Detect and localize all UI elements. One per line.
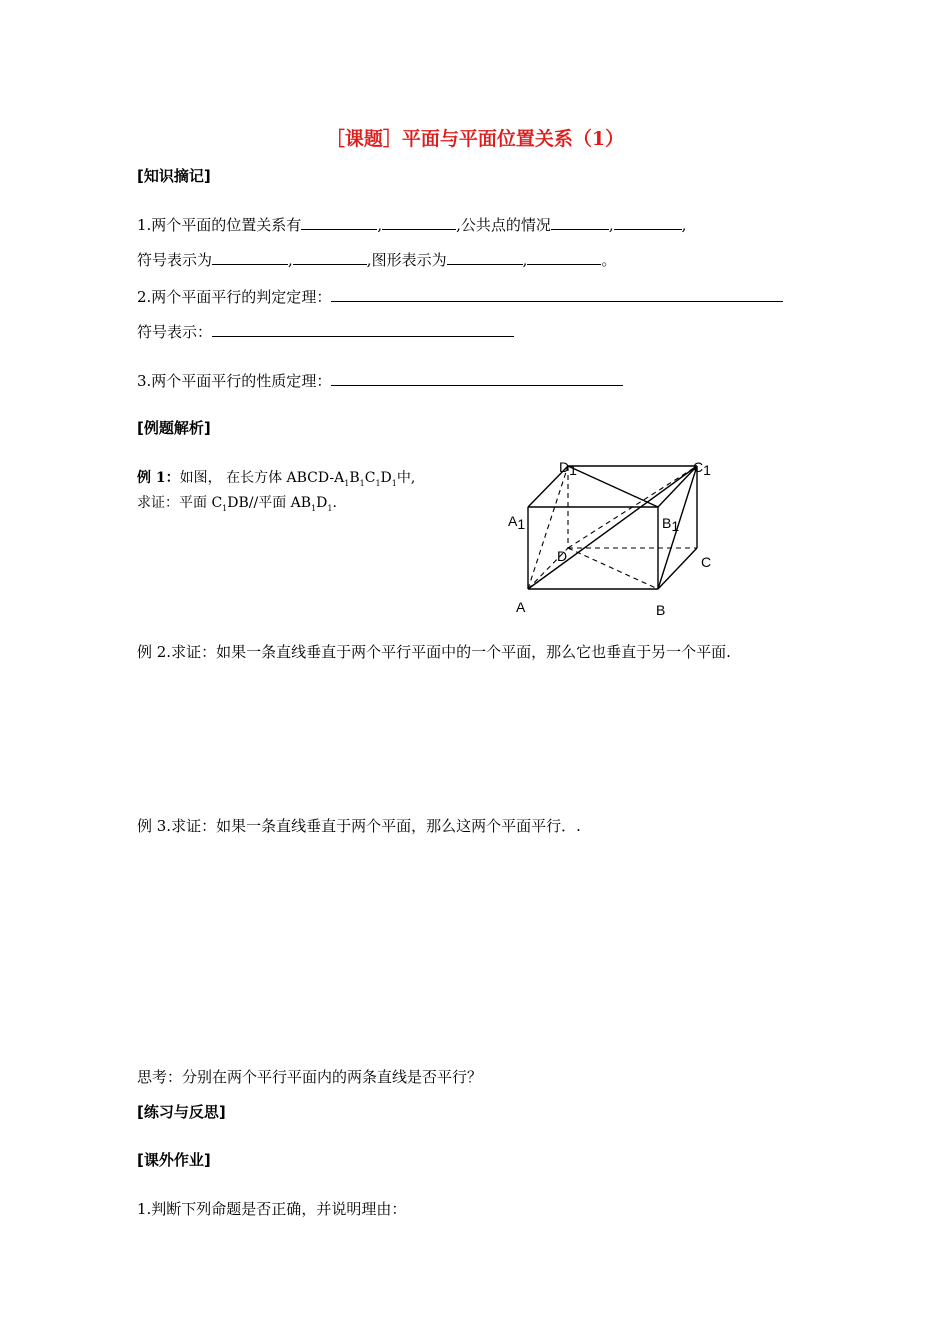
diagonal-D1B1	[568, 466, 658, 507]
answer-blank[interactable]	[331, 287, 783, 302]
knowledge-q3	[137, 370, 623, 391]
q1-text-b: ,公共点的情况	[456, 216, 551, 234]
q2-text: 2.两个平面平行的判定定理：	[137, 288, 332, 306]
think-question: 思考：分别在两个平行平面内的两条直线是否平行？	[137, 1068, 483, 1086]
example3-text: 例 3.求证：如果一条直线垂直于两个平面，那么这两个平面平行．.	[137, 817, 581, 835]
subscript: 1	[344, 478, 350, 488]
label-A1: A1	[508, 513, 526, 532]
section-homework: [课外作业]	[137, 1151, 211, 1169]
cuboid-figure	[495, 452, 725, 622]
example1-text: B	[349, 470, 360, 486]
example1-text: 求证：平面 C	[137, 495, 223, 511]
label-C: C	[701, 554, 712, 570]
q3-text: 3.两个平面平行的性质定理：	[137, 372, 332, 390]
example1-text: C	[364, 470, 376, 486]
separator: ,	[377, 216, 383, 234]
answer-blank[interactable]	[527, 250, 601, 265]
label-B1: B1	[662, 515, 680, 534]
q1-figure-label: ,图形表示为	[366, 251, 447, 269]
answer-blank[interactable]	[293, 250, 367, 265]
separator: 。	[601, 251, 617, 269]
example1-text: 如图， 在长方体 ABCD-A	[179, 470, 345, 486]
subscript: 1	[375, 478, 381, 488]
label-D: D	[557, 548, 568, 564]
example1-label: 例 1：	[137, 470, 180, 486]
q1-symbol-label: 符号表示为	[137, 251, 213, 269]
separator: ,	[681, 216, 687, 234]
label-C1: C1	[693, 459, 711, 478]
example1-text: DB//平面 AB	[227, 495, 312, 511]
answer-blank[interactable]	[614, 215, 682, 230]
example2-text: 例 2.求证：如果一条直线垂直于两个平行平面中的一个平面，那么它也垂直于另一个平面.	[137, 643, 731, 661]
subscript: 1	[222, 503, 228, 513]
separator: ,	[608, 216, 614, 234]
example1-text: D	[316, 495, 328, 511]
subscript: 1	[391, 478, 397, 488]
example1-text: 中,	[396, 470, 416, 486]
answer-blank[interactable]	[382, 215, 456, 230]
example1-line2	[137, 492, 337, 513]
example1-text: D	[380, 470, 392, 486]
section-examples: [例题解析]	[137, 419, 211, 437]
separator: ,	[522, 251, 528, 269]
example1-line1	[137, 467, 415, 488]
subscript: 1	[327, 503, 333, 513]
q1-text-a: 1.两个平面的位置关系有	[137, 216, 302, 234]
hidden-diagonal-DB	[568, 548, 658, 589]
knowledge-q1-line2	[137, 249, 616, 270]
knowledge-q2-symbol	[137, 321, 514, 342]
separator: ,	[288, 251, 293, 269]
q2-symbol-text: 符号表示：	[137, 323, 213, 341]
answer-blank[interactable]	[331, 371, 623, 386]
answer-blank[interactable]	[301, 215, 377, 230]
label-D1: D1	[559, 459, 577, 478]
example1-text: .	[332, 495, 337, 511]
label-B: B	[656, 602, 666, 618]
section-practice: [练习与反思]	[137, 1103, 226, 1121]
knowledge-q2	[137, 286, 783, 307]
subscript: 1	[311, 503, 317, 513]
answer-blank[interactable]	[212, 250, 288, 265]
answer-blank[interactable]	[551, 215, 609, 230]
homework-q1: 1.判断下列命题是否正确，并说明理由：	[137, 1200, 407, 1218]
page-title: ［课题］平面与平面位置关系（1）	[325, 128, 625, 150]
answer-blank[interactable]	[447, 250, 523, 265]
answer-blank[interactable]	[212, 322, 514, 337]
hidden-diagonal-AD1	[528, 466, 568, 589]
label-A: A	[516, 599, 526, 615]
subscript: 1	[359, 478, 365, 488]
section-knowledge: [知识摘记]	[137, 167, 211, 185]
knowledge-q1-line1	[137, 214, 686, 235]
